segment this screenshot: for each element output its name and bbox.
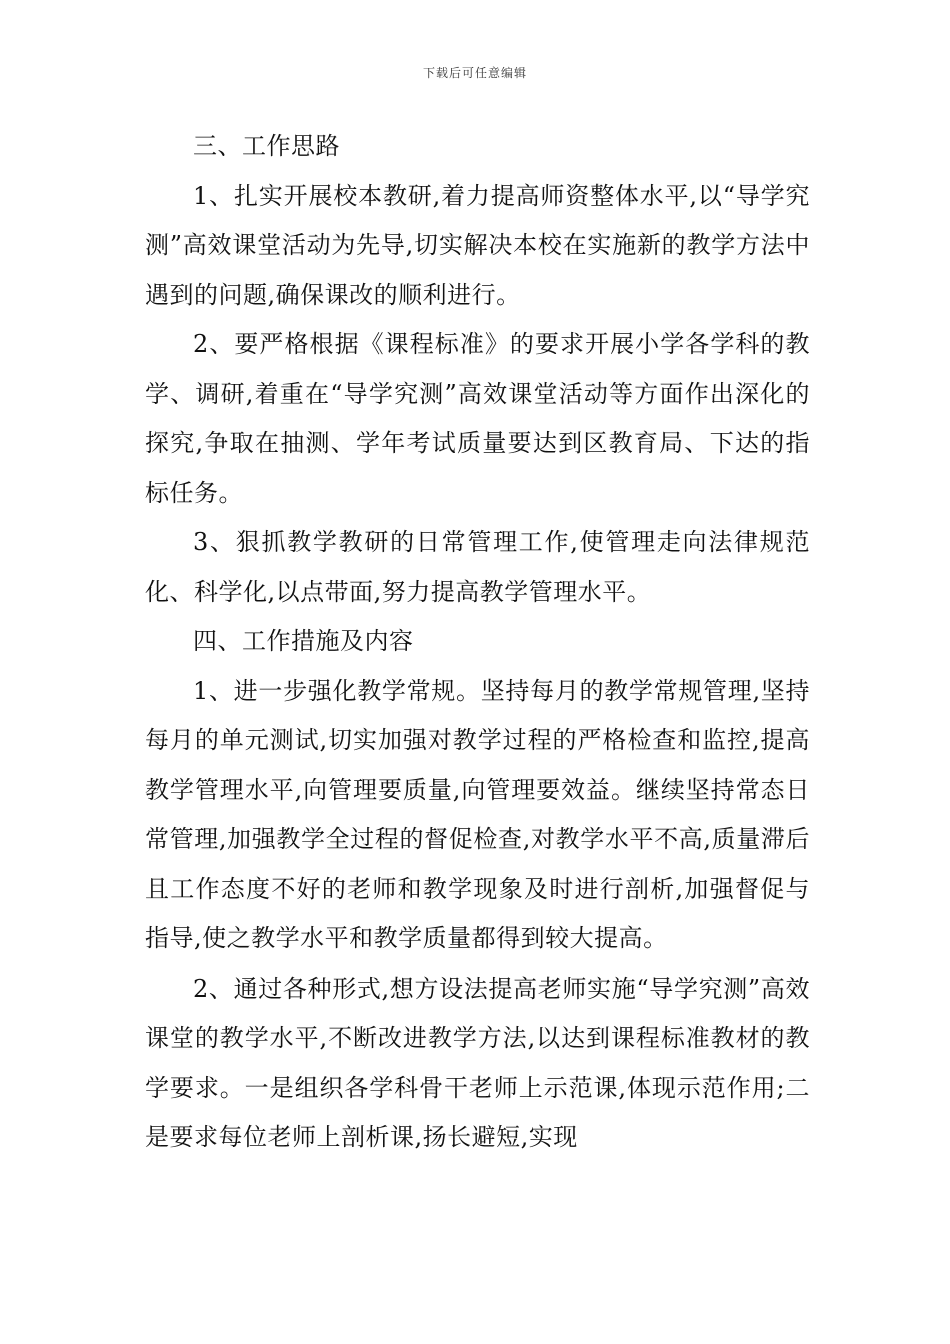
- paragraph-measures-2: 2、通过各种形式,想方设法提高老师实施“导学究测”高效课堂的教学水平,不断改进教学方法,以达到课程标准教材的教学要求。一是组织各学科骨干老师上示范课,体现示范作用;二是要求每位老师上剖析课,扬长避短,实现: [145, 974, 810, 1151]
- paragraph-ideas-1: 1、扎实开展校本教研,着力提高师资整体水平,以“导学究测”高效课堂活动为先导,切实解决本校在实施新的教学方法中遇到的问题,确保课改的顺利进行。: [145, 181, 810, 309]
- paragraph-ideas-3: 3、狠抓教学教研的日常管理工作,使管理走向法律规范化、科学化,以点带面,努力提高教学管理水平。: [145, 528, 810, 606]
- page-header-watermark: 下载后可任意编辑: [422, 66, 527, 80]
- paragraph-ideas-2: 2、要严格根据《课程标准》的要求开展小学各学科的教学、调研,着重在“导学究测”高效课堂活动等方面作出深化的探究,争取在抽测、学年考试质量要达到区教育局、下达的指标任务。: [145, 330, 810, 507]
- paragraph-measures-1: 1、进一步强化教学常规。坚持每月的教学常规管理,坚持每月的单元测试,切实加强对教学过程的严格检查和监控,提高教学管理水平,向管理要质量,向管理要效益。继续坚持常态日常管理,加强教学全过程的督促检查,对教学水平不高,质量滞后且工作态度不好的老师和教学现象及时进行剖析,加强督促与指导,使之教学水平和教学质量都得到较大提高。: [145, 676, 810, 952]
- section-heading-work-measures: 四、工作措施及内容: [193, 627, 414, 655]
- document-body: [145, 122, 810, 1163]
- section-heading-work-ideas: 三、工作思路: [193, 132, 340, 160]
